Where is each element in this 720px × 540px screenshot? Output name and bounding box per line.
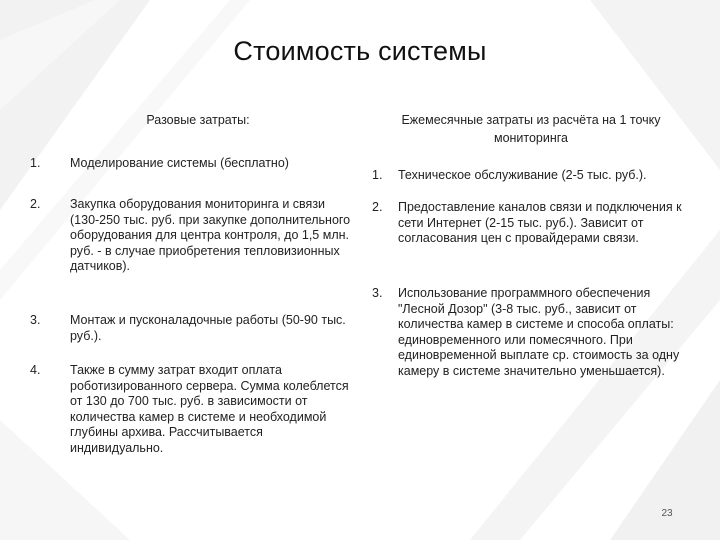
item-number: 4. xyxy=(30,363,41,377)
item-text: Техническое обслуживание (2-5 тыс. руб.). xyxy=(398,168,647,182)
item-text: Моделирование системы (бесплатно) xyxy=(70,156,289,170)
item-text: Использование программного обеспечения "Лесной Дозор" (3-8 тыс. руб., зависит от количества камер в системе и способа оплаты: единовременного или помесячного. При единовременной выплате ср. стоимость за одну камеру в системе значительно уменьшается). xyxy=(398,286,680,378)
item-number: 2. xyxy=(30,197,41,211)
item-number: 1. xyxy=(372,168,383,182)
item-text: Также в сумму затрат входит оплата роботизированного сервера. Сумма колеблется от 130 до 700 тыс. руб. в зависимости от количества камер в системе и необходимой глубины архива. Рассчитывается индивидуально. xyxy=(70,363,349,455)
item-number: 3. xyxy=(372,286,383,300)
item-number: 2. xyxy=(372,200,383,214)
item-number: 1. xyxy=(30,156,41,170)
monthly-costs-heading: Ежемесячные затраты из расчёта на 1 точку мониторинга xyxy=(401,113,661,145)
page-number: 23 xyxy=(661,508,673,519)
one-time-costs-heading: Разовые затраты: xyxy=(146,113,250,127)
item-text: Монтаж и пусконаладочные работы (50-90 тыс. руб.). xyxy=(70,313,346,343)
item-text: Предоставление каналов связи и подключения к сети Интернет (2-15 тыс. руб.). Зависит от согласования цен с провайдерами связи. xyxy=(398,200,682,245)
item-text: Закупка оборудования мониторинга и связи (130-250 тыс. руб. при закупке дополнительного оборудования для центра контроля, до 1,5 млн. руб. - в случае приобретения тепловизионных датчиков). xyxy=(70,197,351,273)
item-number: 3. xyxy=(30,313,41,327)
slide-title: Стоимость системы xyxy=(233,36,487,66)
